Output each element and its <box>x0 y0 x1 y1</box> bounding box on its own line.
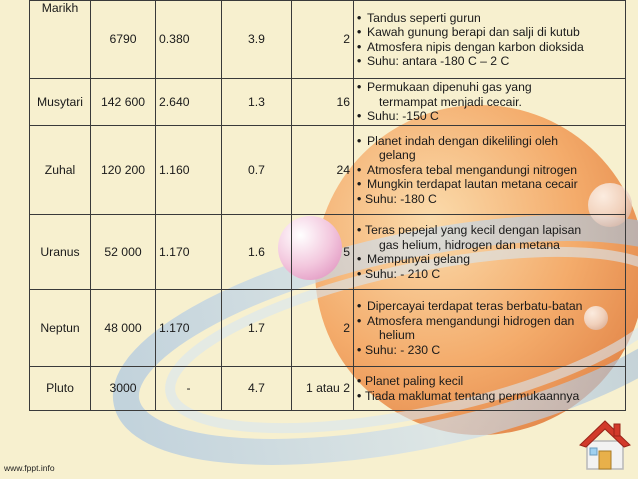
planet-name: Neptun <box>40 320 80 335</box>
moons-cell <box>292 367 354 411</box>
table-row <box>30 126 626 215</box>
moons-value: 16 <box>336 94 350 109</box>
planet-name-cell <box>30 367 91 411</box>
diameter-value: - <box>186 381 191 396</box>
table-row <box>30 367 626 411</box>
features-cell <box>354 79 626 126</box>
moons-cell <box>292 79 354 126</box>
feature-item-continued: termampat menjadi cecair. <box>379 94 522 109</box>
diameter-cell <box>156 1 222 79</box>
feature-item: • Mungkin terdapat lautan metana cecair <box>357 177 622 192</box>
gravity-cell <box>222 126 292 215</box>
moons-value: 24 <box>336 162 350 177</box>
distance-cell <box>91 79 156 126</box>
gravity-value: 1.3 <box>248 94 265 109</box>
gravity-cell <box>222 367 292 411</box>
planet-name-cell <box>30 215 91 290</box>
home-icon <box>580 421 630 469</box>
table-row <box>30 79 626 126</box>
feature-item: • Atmosfera nipis dengan karbon dioksida <box>357 40 622 55</box>
diameter-cell <box>156 79 222 126</box>
distance-value: 120 200 <box>100 162 146 177</box>
table-row <box>30 1 626 79</box>
planet-name-cell <box>30 126 91 215</box>
distance-value: 6790 <box>109 32 137 47</box>
planet-name-cell <box>30 290 91 367</box>
distance-value: 52 000 <box>104 244 142 259</box>
diameter-value: 2.640 <box>159 94 190 109</box>
gravity-value: 1.7 <box>248 320 265 335</box>
gravity-cell <box>222 1 292 79</box>
feature-item: • Permukaan dipenuhi gas yang <box>357 80 622 95</box>
moons-cell <box>292 215 354 290</box>
diameter-value: 0.380 <box>159 32 190 47</box>
feature-item: • Planet indah dengan dikelilingi oleh <box>357 134 622 149</box>
diameter-cell <box>156 126 222 215</box>
distance-value: 48 000 <box>104 320 142 335</box>
gravity-value: 4.7 <box>248 381 265 396</box>
distance-value: 142 600 <box>100 94 146 109</box>
table-row <box>30 215 626 290</box>
feature-item: • Teras pepejal yang kecil dengan lapisan <box>357 223 622 238</box>
feature-item-continued: gas helium, hidrogen dan metana <box>379 237 560 252</box>
feature-item: • Dipercayai terdapat teras berbatu-batan <box>357 299 622 314</box>
gravity-value: 3.9 <box>248 32 265 47</box>
distance-cell <box>91 367 156 411</box>
feature-item-continued: gelang <box>379 148 416 163</box>
moons-value: 2 <box>343 32 350 47</box>
moons-cell <box>292 1 354 79</box>
distance-value: 3000 <box>109 381 137 396</box>
diameter-cell <box>156 215 222 290</box>
feature-item: • Mempunyai gelang <box>357 252 622 267</box>
gravity-value: 1.6 <box>248 244 265 259</box>
planet-name-cell <box>30 1 91 79</box>
features-cell <box>354 126 626 215</box>
feature-item: • Planet paling kecil <box>357 374 622 389</box>
planet-name: Zuhal <box>44 162 76 177</box>
feature-item: • Suhu: -150 C <box>357 109 622 124</box>
distance-cell <box>91 215 156 290</box>
diameter-cell <box>156 290 222 367</box>
feature-item: • Suhu: - 210 C <box>357 267 622 282</box>
planet-name: Musytari <box>36 94 84 109</box>
feature-item: • Suhu: -180 C <box>357 192 622 207</box>
feature-item: • Atmosfera mengandungi hidrogen dan <box>357 314 622 329</box>
table-row <box>30 290 626 367</box>
diameter-value: 1.170 <box>159 320 190 335</box>
gravity-cell <box>222 290 292 367</box>
planet-name: Pluto <box>46 381 74 396</box>
feature-item-continued: helium <box>379 328 415 342</box>
features-cell <box>354 215 626 290</box>
distance-cell <box>91 1 156 79</box>
feature-item: • Suhu: - 230 C <box>357 343 622 358</box>
planet-name-cell <box>30 79 91 126</box>
features-cell <box>354 290 626 367</box>
watermark: www.fppt.info <box>4 463 55 473</box>
diameter-cell <box>156 367 222 411</box>
distance-cell <box>91 290 156 367</box>
distance-cell <box>91 126 156 215</box>
features-cell <box>354 367 626 411</box>
feature-item: • Tiada maklumat tentang permukaannya <box>357 389 622 404</box>
feature-item: • Kawah gunung berapi dan salji di kutub <box>357 25 622 40</box>
gravity-cell <box>222 215 292 290</box>
moons-value: 1 atau 2 <box>305 381 350 396</box>
diameter-value: 1.170 <box>159 244 190 259</box>
gravity-value: 0.7 <box>248 162 265 177</box>
feature-item: • Atmosfera tebal mengandungi nitrogen <box>357 163 622 178</box>
gravity-cell <box>222 79 292 126</box>
moons-value: 5 <box>343 244 350 259</box>
diameter-value: 1.160 <box>159 162 190 177</box>
home-button[interactable] <box>578 415 632 473</box>
features-cell <box>354 1 626 79</box>
moons-cell <box>292 126 354 215</box>
moons-value: 2 <box>343 320 350 335</box>
moons-cell <box>292 290 354 367</box>
planet-name: Marikh <box>41 1 79 15</box>
feature-item: • Suhu: antara -180 C – 2 C <box>357 54 622 69</box>
feature-item: • Tandus seperti gurun <box>357 11 622 26</box>
planet-table <box>29 0 626 411</box>
planet-name: Uranus <box>40 244 80 259</box>
